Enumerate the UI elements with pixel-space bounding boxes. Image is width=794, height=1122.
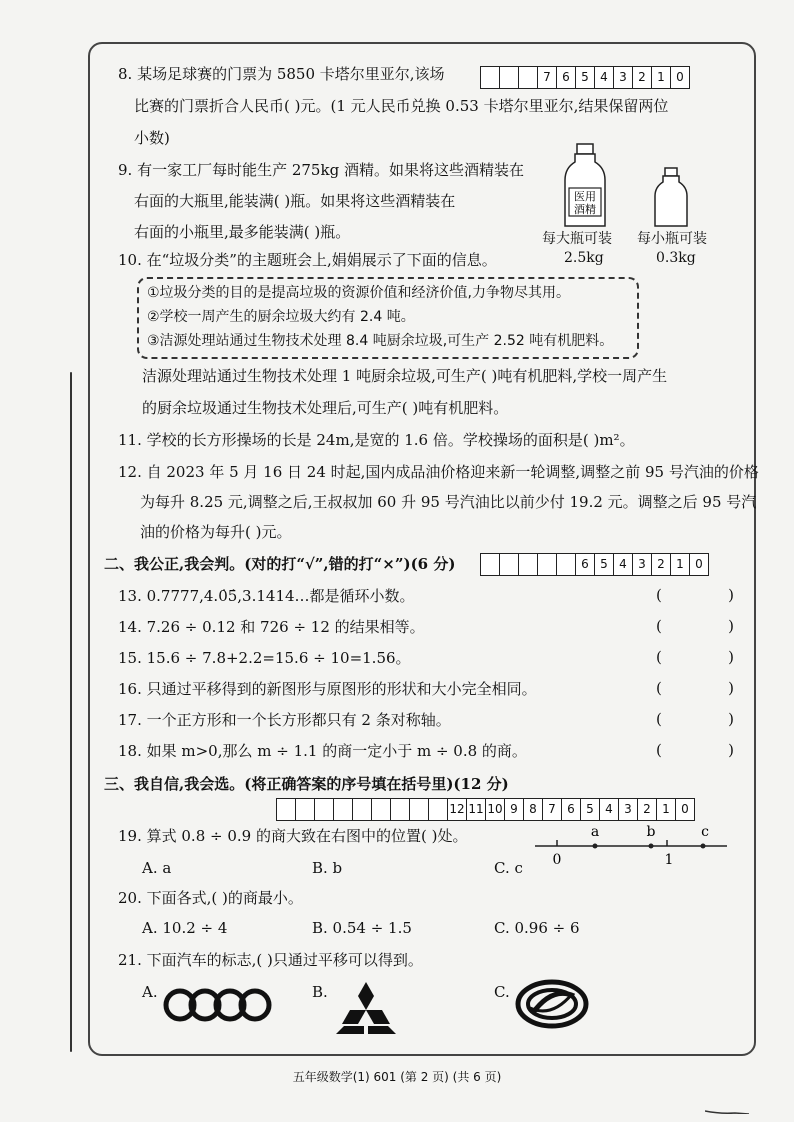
section2-score-cell: 2: [651, 554, 670, 575]
paren-close: ): [728, 617, 734, 635]
section2-score-cell: [537, 554, 556, 575]
section3-score-cell: 7: [542, 799, 561, 820]
section3-score-cell: [352, 799, 371, 820]
q8-score-cell: 1: [651, 67, 670, 88]
q20-option-a: A. 10.2 ÷ 4: [142, 919, 228, 937]
q8-score-cell: 6: [556, 67, 575, 88]
q21-option-b: B.: [312, 983, 328, 1001]
section3-score-cell: [371, 799, 390, 820]
q8-score-cell: 4: [594, 67, 613, 88]
q20-line1: 20. 下面各式,( )的商最小。: [118, 889, 303, 907]
three-diamonds-logo-icon: [334, 980, 398, 1036]
judge-item-15: 15. 15.6 ÷ 7.8+2.2=15.6 ÷ 10=1.56。: [118, 649, 411, 667]
paren-close: ): [728, 741, 734, 759]
q8-line2: 比赛的门票折合人民币( )元。(1 元人民币兑换 0.53 卡塔尔里亚尔,结果保留两位: [134, 97, 669, 115]
q9-line3: 右面的小瓶里,最多能装满( )瓶。: [134, 223, 351, 241]
paren-open: (: [656, 586, 662, 604]
judge-item-13: 13. 0.7777,4.0̇5̇,3.1414…都是循环小数。: [118, 587, 415, 605]
section3-score-cell: 0: [675, 799, 694, 820]
q11-line1: 11. 学校的长方形操场的长是 24m,是宽的 1.6 倍。学校操场的面积是( )m²。: [118, 431, 635, 449]
paren-open: (: [656, 679, 662, 697]
section2-score-cell: 0: [689, 554, 708, 575]
paren-close: ): [728, 710, 734, 728]
q8-score-cell: 5: [575, 67, 594, 88]
label-0: 0: [552, 852, 562, 868]
q8-score-cell: [499, 67, 518, 88]
section2-score-cell: 6: [575, 554, 594, 575]
section3-score-cell: 9: [504, 799, 523, 820]
judge-item-17: 17. 一个正方形和一个长方形都只有 2 条对称轴。: [118, 711, 451, 729]
section3-score-cell: 3: [618, 799, 637, 820]
point-c: [701, 844, 706, 849]
point-b: [649, 844, 654, 849]
q21-option-c: C.: [494, 983, 510, 1001]
section3-score-cell: [333, 799, 352, 820]
paren-close: ): [728, 586, 734, 604]
section3-score-cell: 2: [637, 799, 656, 820]
point-a: [593, 844, 598, 849]
q12-line2: 为每升 8.25 元,调整之后,王叔叔加 60 升 95 号汽油比以前少付 19.2 元。调整之后 95 号汽: [140, 493, 757, 511]
big-bottle-label-2: 酒精: [574, 203, 596, 216]
paren-open: (: [656, 710, 662, 728]
paren-open: (: [656, 617, 662, 635]
interlocked-ovals-logo-icon: [514, 978, 590, 1030]
paren-open: (: [656, 741, 662, 759]
section2-score-cell: [556, 554, 575, 575]
section3-score-cell: 6: [561, 799, 580, 820]
q10-line2: 洁源处理站通过生物技术处理 1 吨厨余垃圾,可生产( )吨有机肥料,学校一周产生: [142, 367, 668, 385]
label-c: c: [701, 824, 709, 840]
section3-score-cell: 8: [523, 799, 542, 820]
q9-line2: 右面的大瓶里,能装满( )瓶。如果将这些酒精装在: [134, 192, 456, 210]
section3-score-cell: 12: [447, 799, 466, 820]
bottles-illustration: [560, 140, 710, 232]
label-b: b: [646, 824, 656, 840]
section2-score-cell: [481, 554, 499, 575]
big-bottle-label-1: 医用: [574, 190, 596, 203]
q10-line3: 的厨余垃圾通过生物技术处理后,可生产( )吨有机肥料。: [142, 399, 509, 417]
section2-heading: 二、我公正,我会判。(对的打“√”,错的打“×”)(6 分): [104, 555, 456, 573]
label-a: a: [590, 824, 600, 840]
section3-score-cell: [390, 799, 409, 820]
section3-score-cell: [409, 799, 428, 820]
info-item-3: ③洁源处理站通过生物技术处理 8.4 吨厨余垃圾,可生产 2.52 吨有机肥料。: [147, 333, 614, 349]
q8-score-cell: [481, 67, 499, 88]
q19-option-a: A. a: [142, 859, 172, 877]
section2-score-cell: [518, 554, 537, 575]
q21-option-a: A.: [142, 983, 158, 1001]
q8-score-grid: [480, 66, 690, 89]
paren-close: ): [728, 648, 734, 666]
q20-option-c: C. 0.96 ÷ 6: [494, 919, 580, 937]
binding-line: [70, 372, 72, 1052]
section2-score-cell: 5: [594, 554, 613, 575]
q9-line1: 9. 有一家工厂每时能生产 275kg 酒精。如果将这些酒精装在: [118, 161, 524, 179]
judge-item-14: 14. 7.26 ÷ 0.12 和 726 ÷ 12 的结果相等。: [118, 618, 425, 636]
info-item-1: ①垃圾分类的目的是提高垃圾的资源价值和经济价值,力争物尽其用。: [147, 285, 570, 301]
section3-score-cell: [428, 799, 447, 820]
small-bottle-amount: 0.3kg: [656, 250, 696, 266]
big-bottle-amount: 2.5kg: [564, 250, 604, 266]
section3-score-cell: [314, 799, 333, 820]
paren-open: (: [656, 648, 662, 666]
big-bottle-caption: 每大瓶可装: [542, 231, 612, 247]
judge-item-18: 18. 如果 m>0,那么 m ÷ 1.1 的商一定小于 m ÷ 0.8 的商。: [118, 742, 527, 760]
q8-score-cell: 7: [537, 67, 556, 88]
q10-line1: 10. 在“垃圾分类”的主题班会上,娟娟展示了下面的信息。: [118, 251, 497, 269]
section3-heading: 三、我自信,我会选。(将正确答案的序号填在括号里)(12 分): [104, 775, 509, 793]
paren-close: ): [728, 679, 734, 697]
section3-score-cell: 11: [466, 799, 485, 820]
pen-mark: [705, 1108, 750, 1114]
q12-line3: 油的价格为每升( )元。: [140, 523, 292, 541]
section3-score-grid: [276, 798, 695, 821]
section2-score-grid: [480, 553, 709, 576]
page-footer: 五年级数学(1) 601 (第 2 页) (共 6 页): [292, 1070, 502, 1084]
section2-score-cell: 4: [613, 554, 632, 575]
info-item-2: ②学校一周产生的厨余垃圾大约有 2.4 吨。: [147, 309, 415, 325]
q19-line1: 19. 算式 0.8 ÷ 0.9 的商大致在右图中的位置( )处。: [118, 827, 468, 845]
q20-option-b: B. 0.54 ÷ 1.5: [312, 919, 412, 937]
section3-score-cell: [295, 799, 314, 820]
section2-score-cell: 3: [632, 554, 651, 575]
section3-score-cell: 4: [599, 799, 618, 820]
q19-option-c: C. c: [494, 859, 523, 877]
q8-score-cell: 0: [670, 67, 689, 88]
label-1: 1: [664, 852, 674, 868]
number-line: [535, 822, 730, 870]
q12-line1: 12. 自 2023 年 5 月 16 日 24 时起,国内成品油价格迎来新一轮调整,调整之前 95 号汽油的价格: [118, 463, 759, 481]
section2-score-cell: [499, 554, 518, 575]
q8-line1: 8. 某场足球赛的门票为 5850 卡塔尔里亚尔,该场: [118, 65, 445, 83]
small-bottle-icon: [655, 168, 687, 226]
q8-score-cell: 3: [613, 67, 632, 88]
q8-line3: 小数): [134, 129, 170, 147]
section3-score-cell: 10: [485, 799, 504, 820]
small-bottle-caption: 每小瓶可装: [637, 231, 707, 247]
four-rings-logo-icon: [160, 988, 278, 1022]
info-box: [137, 277, 639, 359]
q19-option-b: B. b: [312, 859, 343, 877]
section3-score-cell: 5: [580, 799, 599, 820]
judge-item-16: 16. 只通过平移得到的新图形与原图形的形状和大小完全相同。: [118, 680, 537, 698]
q8-score-cell: 2: [632, 67, 651, 88]
q21-line1: 21. 下面汽车的标志,( )只通过平移可以得到。: [118, 951, 423, 969]
q8-score-cell: [518, 67, 537, 88]
section3-score-cell: 1: [656, 799, 675, 820]
section2-score-cell: 1: [670, 554, 689, 575]
section3-score-cell: [277, 799, 295, 820]
